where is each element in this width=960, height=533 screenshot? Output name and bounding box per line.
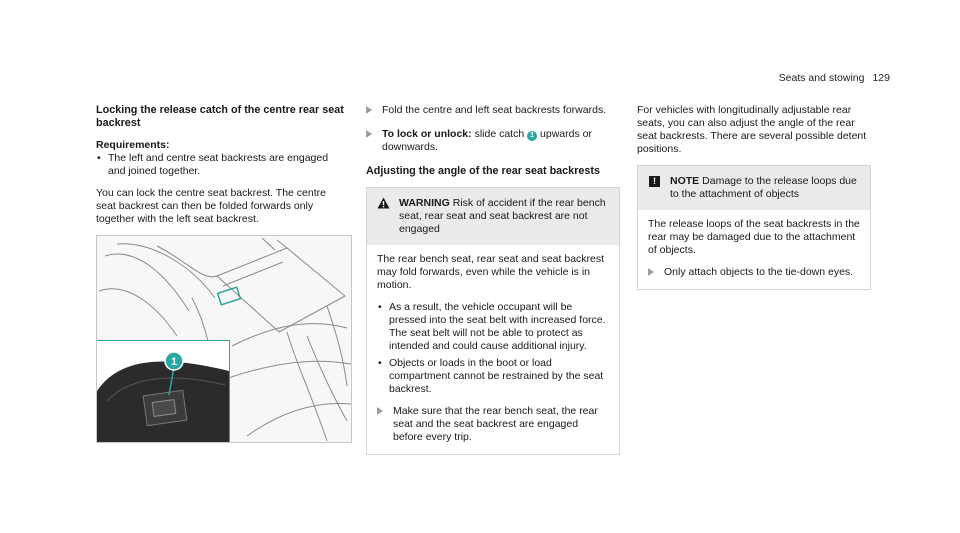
page-number: 129 (872, 72, 890, 84)
requirement-item: • The left and centre seat backrests are engaged and joined together. (96, 152, 348, 178)
warning-header (367, 188, 619, 245)
requirements-label: Requirements: (96, 139, 170, 151)
warning-action: Make sure that the rear bench seat, the rear seat and the seat backrest are engaged before every trip. (377, 405, 609, 444)
section-heading: Adjusting the angle of the rear seat backrests (366, 165, 600, 177)
warning-text: The rear bench seat, rear seat and seat backrest may fold forwards, even while the vehicle is in motion. (377, 253, 605, 291)
middle-column (366, 104, 620, 455)
seat-illustration (96, 235, 352, 443)
note-label: NOTE (670, 175, 700, 187)
step-lock-unlock: To lock or unlock: slide catch 1 upwards or downwards. (366, 128, 620, 154)
note-box (637, 165, 871, 290)
detail-inset (97, 340, 230, 442)
body-text: You can lock the centre seat backrest. The centre seat backrest can then be folded forwards only together with the left seat backrest. (96, 187, 326, 225)
callout-number: 1 (170, 356, 178, 368)
right-column (637, 104, 871, 290)
left-column (96, 104, 348, 443)
body-text: For vehicles with longitudinally adjustable rear seats, you can also adjust the angle of the rear seat backrests. There are several possible detent positions. (637, 104, 867, 155)
warning-box (366, 187, 620, 455)
note-action: Only attach objects to the tie-down eyes. (648, 266, 860, 279)
warning-item: • Objects or loads in the boot or load compartment cannot be restrained by the seat backrest. (377, 357, 609, 396)
warning-list (377, 301, 609, 396)
section-title: Seats and stowing (778, 72, 865, 84)
note-header (638, 166, 870, 210)
warning-item: • As a result, the vehicle occupant will be pressed into the seat belt with increased force. The seat belt will not be able to protect as intended and could cause additional injury. (377, 301, 609, 353)
note-body (638, 210, 870, 289)
requirements-list (96, 152, 348, 178)
note-text: The release loops of the seat backrests in the rear may be damaged due to the attachment of objects. (648, 218, 860, 256)
section-heading: Locking the release catch of the centre rear seat backrest (96, 104, 344, 129)
step-arrow-icon (366, 106, 372, 114)
catch-detail-drawing (97, 341, 229, 442)
warning-label: WARNING (399, 197, 450, 209)
step-arrow-icon (648, 268, 654, 276)
step-fold-backrests: Fold the centre and left seat backrests forwards. (366, 104, 620, 117)
page-header (772, 72, 890, 85)
warning-body (367, 245, 619, 454)
exclamation-icon: ! (649, 176, 660, 187)
warning-triangle-icon (377, 197, 390, 209)
warning-title: Risk of accident if the rear bench seat, rear seat and seat backrest are not engaged (399, 197, 606, 235)
step-arrow-icon (377, 407, 383, 415)
note-title: Damage to the release loops due to the attachment of objects (670, 175, 857, 200)
callout-1-icon: 1 (527, 131, 537, 141)
catch-highlight (218, 287, 241, 305)
step-arrow-icon (366, 130, 372, 138)
